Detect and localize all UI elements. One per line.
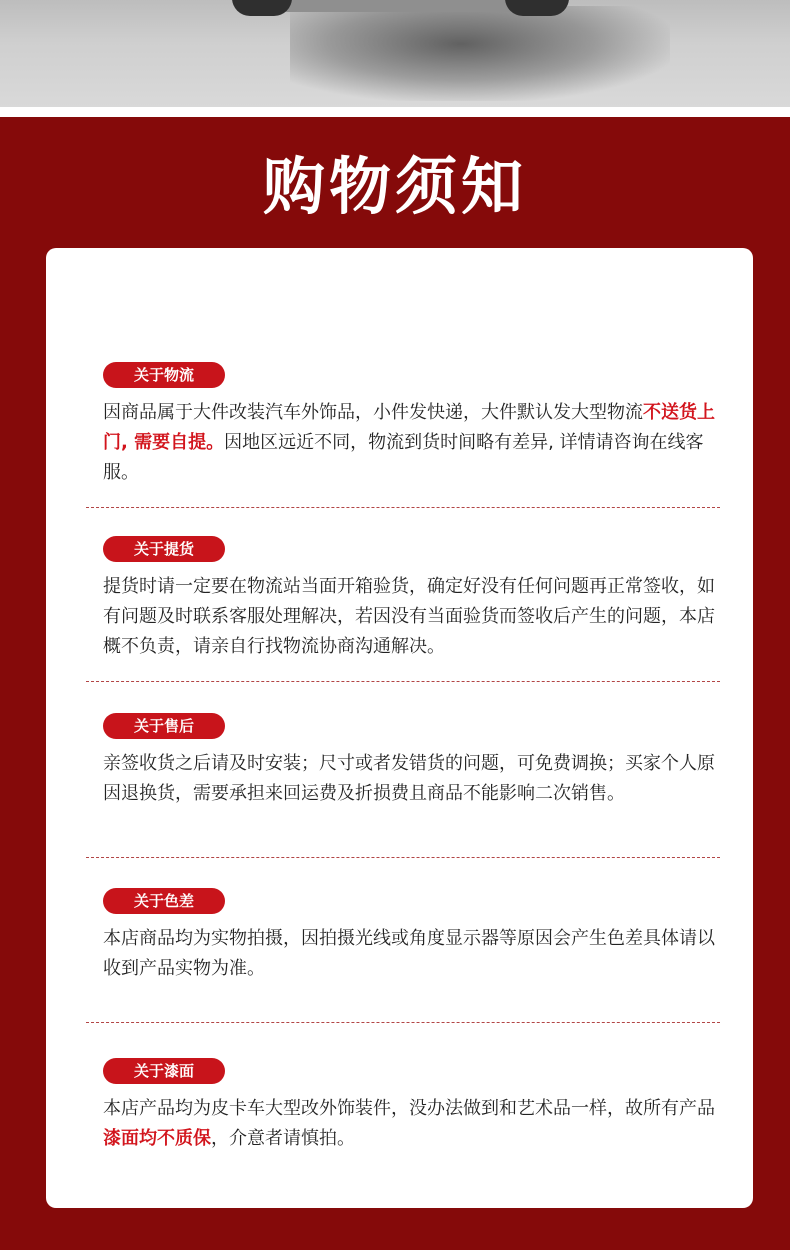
highlight-no-paint-warranty: 漆面均不质保	[103, 1128, 211, 1149]
section-text-after-sales: 亲签收货之后请及时安装；尺寸或者发错货的问题，可免费调换；买家个人原因退换货，需要承担来回运费及折损费且商品不能影响二次销售。	[103, 753, 715, 804]
section-badge-logistics: 关于物流	[103, 362, 225, 388]
section-text-logistics: 因商品属于大件改装汽车外饰品，小件发快递，大件默认发大型物流不送货上门, 需要自提。因地区远近不同，物流到货时间略有差异, 详情请咨询在线客服。	[103, 402, 715, 483]
notice-card	[46, 248, 753, 1208]
section-color-difference	[103, 888, 723, 984]
page-title: 购物须知	[262, 150, 527, 223]
vehicle-wheel-right	[505, 0, 569, 16]
highlight-no-delivery: 不送货上门, 需要自提。	[103, 402, 715, 453]
section-divider	[86, 681, 720, 682]
section-badge-paint: 关于漆面	[103, 1058, 225, 1084]
product-photo-strip	[0, 0, 790, 107]
vehicle-bumper	[272, 0, 522, 12]
section-text-pickup: 提货时请一定要在物流站当面开箱验货，确定好没有任何问题再正常签收，如有问题及时联系客服处理解决，若因没有当面验货而签收后产生的问题，本店概不负责，请亲自行找物流协商沟通解决。	[103, 576, 715, 657]
section-badge-pickup: 关于提货	[103, 536, 225, 562]
section-pickup	[103, 536, 723, 662]
section-text-paint: 本店产品均为皮卡车大型改外饰装件，没办法做到和艺术品一样，故所有产品漆面均不质保，介意者请慎拍。	[103, 1098, 715, 1149]
section-divider	[86, 1022, 720, 1023]
section-text-color-difference: 本店商品均为实物拍摄，因拍摄光线或角度显示器等原因会产生色差具体请以收到产品实物为准。	[103, 928, 715, 979]
vehicle-wheel-left	[232, 0, 292, 16]
section-after-sales	[103, 713, 723, 809]
section-paint	[103, 1058, 723, 1154]
section-divider	[86, 507, 720, 508]
section-divider	[86, 857, 720, 858]
section-badge-color-difference: 关于色差	[103, 888, 225, 914]
section-badge-after-sales: 关于售后	[103, 713, 225, 739]
section-logistics	[103, 362, 723, 488]
wet-ground-shadow	[290, 6, 670, 101]
photo-border	[0, 107, 790, 117]
